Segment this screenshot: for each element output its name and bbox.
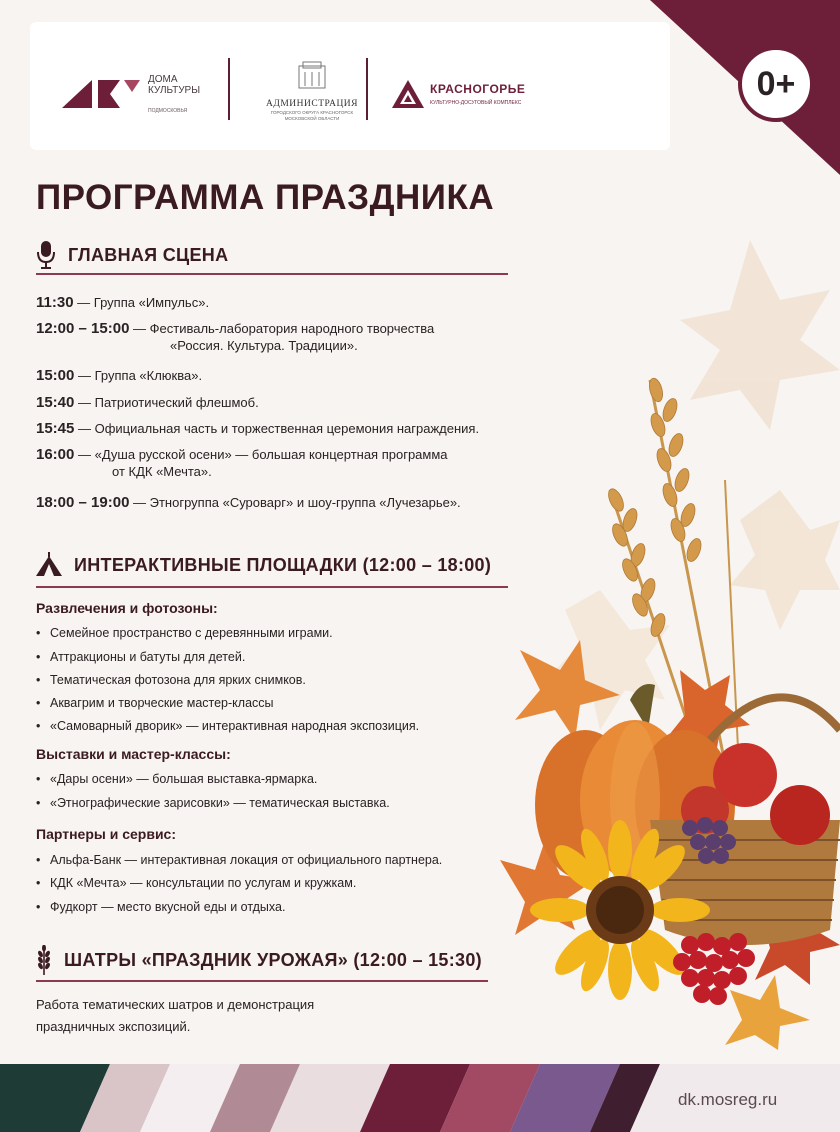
list-item: • Аттракционы и батуты для детей. (36, 650, 246, 664)
group-title: Развлечения и фотозоны: (36, 600, 218, 616)
section-interactive-heading: ИНТЕРАКТИВНЫЕ ПЛОЩАДКИ (12:00 – 18:00) (36, 552, 491, 578)
dk-logo-mark-icon (62, 74, 142, 108)
list-item: • Тематическая фотозона для ярких снимков. (36, 673, 306, 687)
schedule-item: 16:00 — «Душа русской осени» — большая концертная программа от КДК «Мечта». (36, 446, 448, 479)
age-rating-badge: 0+ (738, 46, 814, 122)
section-divider (36, 586, 508, 588)
group-title: Выставки и мастер-классы: (36, 746, 231, 762)
list-item: • Аквагрим и творческие мастер-классы (36, 696, 274, 710)
list-item: • «Самоварный дворик» — интерактивная народная экспозиция. (36, 719, 420, 733)
microphone-icon (36, 241, 56, 269)
section-main-stage-heading: ГЛАВНАЯ СЦЕНА (36, 241, 228, 269)
tent-icon (36, 552, 62, 578)
section-tents-heading: ШАТРЫ «ПРАЗДНИК УРОЖАЯ» (12:00 – 15:30) (36, 945, 482, 975)
administration-logo: АДМИНИСТРАЦИЯ ГОРОДСКОГО ОКРУГА КРАСНОГОРСК МОСКОВСКОЙ ОБЛАСТИ (252, 60, 372, 130)
logo-separator (228, 58, 230, 120)
dk-podmoskovya-logo (62, 74, 242, 114)
list-item: • Фудкорт — место вкусной еды и отдыха. (36, 900, 286, 914)
schedule-item: 18:00 – 19:00 — Этногруппа «Суроварг» и шоу-группа «Лучезарье». (36, 494, 461, 511)
harvest-illustration (480, 230, 840, 1050)
schedule-item: 11:30 — Группа «Импульс». (36, 294, 210, 311)
dk-logo-text: ДОМА КУЛЬТУРЫ (148, 74, 201, 96)
krasnogorye-mark-icon (392, 80, 424, 108)
page-title: ПРОГРАММА ПРАЗДНИКА (36, 178, 495, 217)
list-item: • «Этнографические зарисовки» — тематическая выставка. (36, 796, 390, 810)
wheat-icon (36, 945, 52, 975)
schedule-item: 15:00 — Группа «Клюква». (36, 367, 203, 384)
section-divider (36, 273, 508, 275)
list-item: • КДК «Мечта» — консультации по услугам и кружкам. (36, 876, 357, 890)
background-leaves (550, 240, 840, 730)
schedule-item: 12:00 – 15:00 — Фестиваль-лаборатория народного творчества «Россия. Культура. Традиции». (36, 320, 435, 353)
viburnum-berries (673, 933, 755, 1005)
dk-logo-sub: ПОДМОСКОВЬЯ (148, 108, 188, 114)
group-title: Партнеры и сервис: (36, 826, 176, 842)
tents-description: Работа тематических шатров и демонстрация праздничных экспозиций. (36, 997, 315, 1034)
krasnogorye-logo: КРАСНОГОРЬЕ КУЛЬТУРНО-ДОСУГОВЫЙ КОМПЛЕКС (392, 80, 592, 110)
section-divider (36, 980, 488, 982)
schedule-item: 15:45 — Официальная часть и торжественная церемония награждения. (36, 420, 480, 437)
footer-url: dk.mosreg.ru (678, 1090, 778, 1109)
schedule-item: 15:40 — Патриотический флешмоб. (36, 394, 259, 411)
list-item: • Семейное пространство с деревянными играми. (36, 626, 333, 640)
coat-of-arms-icon (295, 60, 329, 90)
header-logos (30, 22, 670, 150)
list-item: • «Дары осени» — большая выставка-ярмарка. (36, 772, 318, 786)
logo-separator (366, 58, 368, 120)
list-item: • Альфа-Банк — интерактивная локация от официального партнера. (36, 853, 443, 867)
